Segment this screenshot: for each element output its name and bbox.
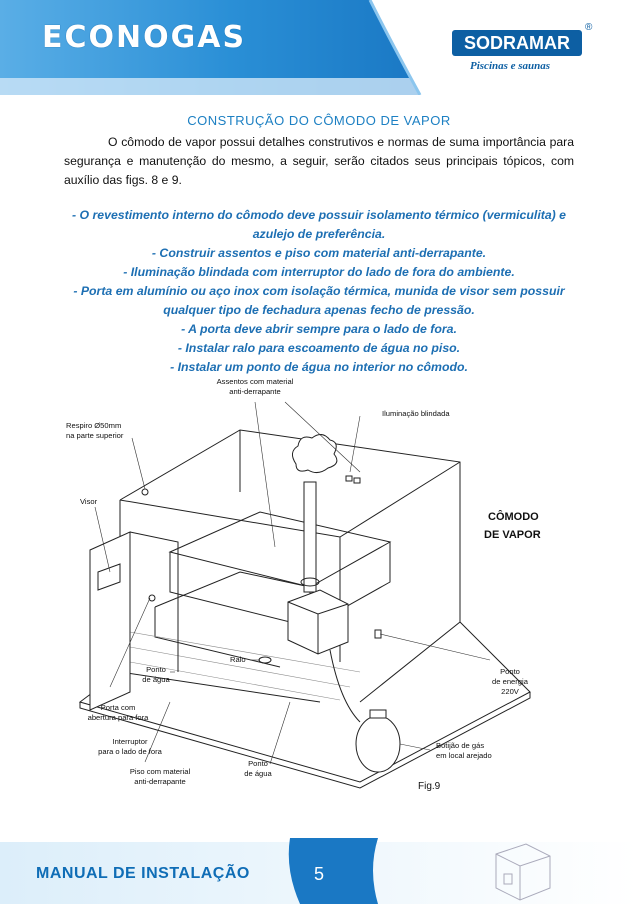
label-comodo: CÔMODO [488, 511, 539, 523]
page-number: 5 [313, 864, 324, 884]
label-botijao: em local arejado [436, 751, 492, 760]
steam-room-diagram [60, 372, 578, 804]
footer-band [0, 820, 638, 904]
label-visor: Visor [80, 497, 98, 506]
logo-tagline: Piscinas e saunas [470, 60, 551, 72]
label-assentos: Assentos com material [216, 377, 294, 386]
brand-name: ECONOGAS [42, 20, 247, 55]
figure-caption: Fig.9 [418, 781, 441, 792]
label-piso: Piso com material [129, 767, 191, 776]
list-item: - Iluminação blindada com interruptor do lado de fora do ambiente. [123, 265, 515, 279]
label-respiro: Respiro Ø50mm [66, 421, 122, 430]
list-item: - Instalar ralo para escoamento de água no piso. [177, 341, 461, 355]
label-ponto-agua: de água [142, 675, 170, 684]
label-interruptor: para o lado de fora [98, 747, 162, 756]
page-header [0, 0, 638, 95]
label-assentos: anti-derrapante [229, 387, 281, 396]
list-item: - Porta em alumínio ou aço inox com isolação térmica, munida de visor sem possuir qualquer tipo de fechadura apenas fecho de pressão. [73, 284, 565, 317]
label-porta: abertura para fora [87, 713, 149, 722]
label-botijao: Botijão de gás [436, 741, 485, 750]
label-comodo: DE VAPOR [484, 529, 541, 541]
label-ponto-energia: de energia [492, 677, 528, 686]
page-footer [0, 820, 638, 904]
label-porta: Porta com [100, 703, 136, 712]
intro-paragraph [64, 133, 574, 190]
intro-text: O cômodo de vapor possui detalhes construtivos e normas de suma importância para segurança e manutenção do mesmo, a seguir, serão citados seus principais tópicos, com auxílio das figs. 8 e 9. [64, 135, 574, 187]
label-respiro: na parte superior [66, 431, 124, 440]
list-item: - A porta deve abrir sempre para o lado de fora. [181, 322, 457, 336]
list-item: - Instalar um ponto de água no interior no cômodo. [170, 360, 468, 374]
label-ponto-energia: Ponto [500, 667, 520, 676]
manual-title: MANUAL DE INSTALAÇÃO [36, 865, 250, 882]
list-item: - O revestimento interno do cômodo deve possuir isolamento térmico (vermiculita) e azulejo de preferência. [71, 208, 567, 241]
label-iluminacao: Iluminação blindada [382, 409, 450, 418]
sodramar-logo: SODRAMAR [452, 30, 582, 56]
label-ponto-agua-b: de água [244, 769, 272, 778]
list-item: - Construir assentos e piso com material anti-derrapante. [151, 246, 487, 260]
label-ponto-agua-b: Ponto [248, 759, 268, 768]
requirements-list [58, 206, 580, 377]
label-ponto-agua: Ponto [146, 665, 166, 674]
section-title: CONSTRUÇÃO DO CÔMODO DE VAPOR [187, 113, 451, 128]
label-interruptor: Interruptor [112, 737, 148, 746]
label-piso: anti-derrapante [134, 777, 186, 786]
label-ralo: Ralo [230, 655, 246, 664]
label-ponto-energia: 220V [501, 687, 519, 696]
logo-registered-mark: ® [585, 22, 593, 33]
